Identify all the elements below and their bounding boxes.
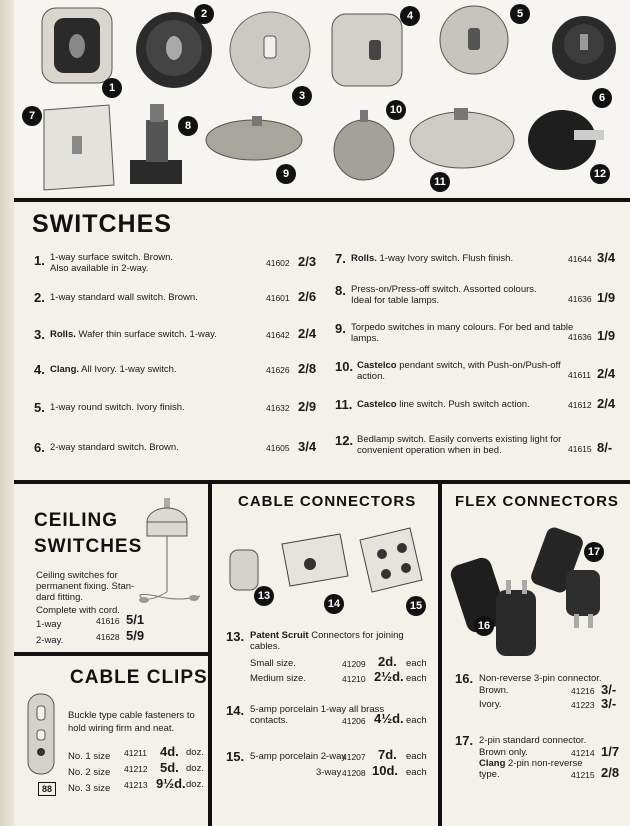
divider	[14, 480, 630, 484]
product-photo-strip	[14, 0, 630, 196]
ceiling-row: 1-way 41616 5/1	[36, 612, 145, 630]
clip-row: No. 3 size 41213 9½d. doz.	[68, 776, 204, 794]
switch-item-5: 5. 1-way round switch. Ivory finish. 41632 2/9	[34, 399, 317, 415]
clips-description: Buckle type cable fasteners to hold wiring firm and neat.	[68, 710, 195, 734]
switch-item-3: 3. Rolls. Wafer thin surface switch. 1-way. 41642 2/4	[34, 326, 317, 342]
product-badge: 12	[590, 164, 610, 184]
product-badge: 1	[102, 78, 122, 98]
product-badge: 2	[194, 4, 214, 24]
page-edge	[0, 0, 14, 826]
switch-item-8: 8. Press-on/Press-off switch. Assorted colours. Ideal for table lamps. 41636 1/9	[335, 283, 616, 306]
product-badge: 15	[406, 596, 426, 616]
clip-row: No. 1 size 41211 4d. doz.	[68, 744, 204, 762]
cable-item-15: 15. 5-amp porcelain 2-way 41207 7d. each 3-way 41208 10d. each	[226, 747, 427, 778]
product-badge: 14	[324, 594, 344, 614]
product-badge: 4	[400, 6, 420, 26]
page-number: 88	[38, 782, 56, 796]
product-badge: 5	[510, 4, 530, 24]
switch-item-10: 10. Castelco pendant switch, with Push-on/Push-off action. 41611 2/4	[335, 359, 616, 382]
product-badge: 11	[430, 172, 450, 192]
switch-item-11: 11. Castelco line switch. Push switch action. 41612 2/4	[335, 396, 616, 412]
cable-heading: CABLE CONNECTORS	[238, 493, 417, 510]
flex-item-17: 17. 2-pin standard connector. Brown only. 41214 1/7 Clang 2-pin non-reverse type. 41215 2/8	[455, 733, 620, 780]
product-badge: 8	[178, 116, 198, 136]
cable-item-13: 13. Patent Scruit Connectors for joining cables. Small size. 41209 2d. each Medium size. 41210 2½d. each	[226, 629, 427, 684]
switch-item-2: 2. 1-way standard wall switch. Brown. 41601 2/6	[34, 289, 317, 305]
clips-heading: CABLE CLIPS	[70, 667, 208, 688]
ceiling-description: Ceiling switches for permanent fixing. Stan- dard fitting. Complete with cord.	[36, 570, 135, 616]
switch-item-12: 12. Bedlamp switch. Easily converts existing light for convenient operation when in bed. 41615 8/-	[335, 433, 613, 456]
product-badge: 10	[386, 100, 406, 120]
product-badge: 16	[474, 616, 494, 636]
flex-connector-illustration	[448, 520, 628, 660]
switch-item-7: 7. Rolls. 1-way Ivory switch. Flush finish. 41644 3/4	[335, 250, 616, 266]
product-badge: 17	[584, 542, 604, 562]
switch-item-9: 9. Torpedo switches in many colours. For bed and table lamps. 41636 1/9	[335, 321, 616, 344]
product-badge: 3	[292, 86, 312, 106]
cable-item-14: 14. 5-amp porcelain 1-way all brass contacts. 41206 4½d. each	[226, 703, 427, 726]
ceiling-heading: CEILING SWITCHES	[34, 510, 143, 557]
ceiling-row: 2-way. 41628 5/9	[36, 628, 145, 646]
product-badge: 7	[22, 106, 42, 126]
switch-item-6: 6. 2-way standard switch. Brown. 41605 3/4	[34, 439, 317, 455]
switch-photos-illustration	[14, 0, 630, 196]
switches-heading: SWITCHES	[32, 210, 172, 238]
product-badge: 13	[254, 586, 274, 606]
cable-clip-illustration	[22, 690, 62, 780]
switch-item-1: 1. 1-way surface switch. Brown. Also available in 2-way. 41602 2/3	[34, 252, 317, 274]
switch-item-4: 4. Clang. All Ivory. 1-way switch. 41626 2/8	[34, 361, 317, 377]
divider	[14, 198, 630, 202]
divider	[438, 480, 442, 826]
flex-heading: FLEX CONNECTORS	[455, 493, 619, 510]
product-badge: 9	[276, 164, 296, 184]
flex-item-16: 16. Non-reverse 3-pin connector. Brown. 41216 3/- Ivory. 41223 3/-	[455, 671, 617, 711]
divider	[14, 652, 210, 656]
product-badge: 6	[592, 88, 612, 108]
clip-row: No. 2 size 41212 5d. doz.	[68, 760, 204, 778]
